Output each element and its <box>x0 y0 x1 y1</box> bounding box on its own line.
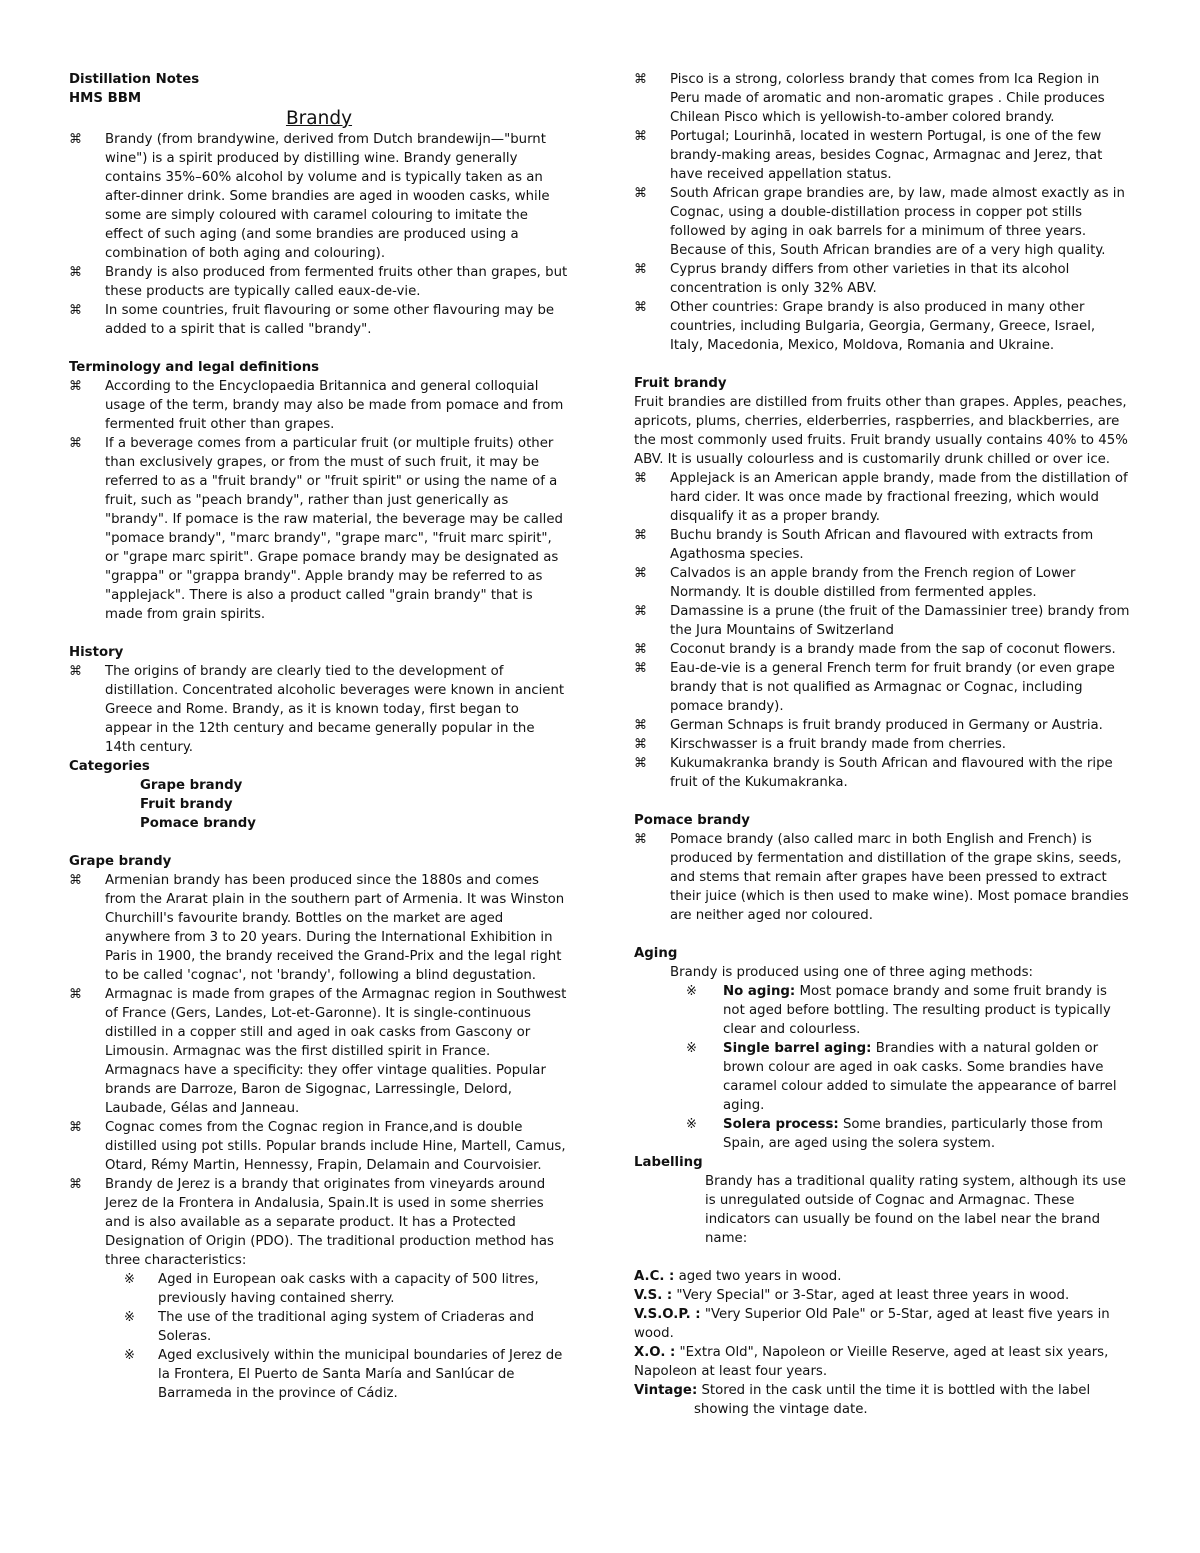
aging-method: ※ Solera process: Some brandies, particularly those from Spain, are aged using the solera system. <box>686 1117 1103 1151</box>
aging-method: ※ Single barrel aging: Brandies with a natural golden or brown colour are aged in oak casks. Some brandies have caramel colour added to simulate the appearance of barrel aging. <box>686 1041 1117 1113</box>
category-item: Pomace brandy <box>140 816 256 831</box>
command-bullet-icon: ⌘ <box>634 661 647 676</box>
grade-line: A.C. : aged two years in wood. <box>634 1269 842 1284</box>
grape-bullet: ⌘ Cyprus brandy differs from other varieties in that its alcohol concentration is only 32% ABV. <box>634 262 1070 296</box>
fruit-bullet: ⌘ Calvados is an apple brandy from the French region of Lower Normandy. It is double distilled from fermented apples. <box>634 566 1076 600</box>
doc-header-line1: Distillation Notes <box>69 72 200 87</box>
command-bullet-icon: ⌘ <box>634 718 647 733</box>
command-bullet-icon: ⌘ <box>69 987 82 1002</box>
grade-line: V.S. : "Very Special" or 3-Star, aged at least three years in wood. <box>634 1288 1070 1303</box>
grape-bullet: ⌘ South African grape brandies are, by law, made almost exactly as in Cognac, using a double-distillation process in copper pot stills followed by aging in oak barrels for a minimum of three years. Because of this, South African brandies are of a very high quality. <box>634 186 1125 258</box>
section-heading-fruit: Fruit brandy <box>634 376 727 391</box>
command-bullet-icon: ⌘ <box>634 262 647 277</box>
reference-mark-icon: ※ <box>124 1272 135 1287</box>
section-heading-history: History <box>69 645 124 660</box>
command-bullet-icon: ⌘ <box>634 566 647 581</box>
aging-method: ※ No aging: Most pomace brandy and some fruit brandy is not aged before bottling. The resulting product is typically clear and colourless. <box>686 984 1111 1037</box>
reference-mark-icon: ※ <box>686 1041 697 1056</box>
intro-bullet: ⌘ In some countries, fruit flavouring or some other flavouring may be added to a spirit that is called "brandy". <box>69 303 555 337</box>
command-bullet-icon: ⌘ <box>69 303 82 318</box>
section-heading-labelling: Labelling <box>634 1155 703 1170</box>
intro-bullet: ⌘ Brandy (from brandywine, derived from Dutch brandewijn—"burnt wine") is a spirit produced by distilling wine. Brandy generally contains 35%–60% alcohol by volume and is typically taken as an after-dinner drink. Some brandies are aged in wooden casks, while some are simply coloured with caramel colouring to imitate the effect of such aging (and some brandies are produced using a combination of both aging and colouring). <box>69 132 550 261</box>
terminology-bullet: ⌘ If a beverage comes from a particular fruit (or multiple fruits) other than exclusively grapes, or from the must of such fruit, it may be referred to as a "fruit brandy" or "fruit spirit" or using the name of a fruit, such as "peach brandy", rather than just generically as "brandy". If pomace is the raw material, the beverage may be called "pomace brandy", "marc brandy", "grape marc", "fruit marc spirit", or "grape marc spirit". Grape pomace brandy may be designated as "grappa" or "grappa brandy". Apple brandy may be referred to as "applejack". There is also a product called "grain brandy" that is made from grain spirits. <box>69 436 563 622</box>
grade-line: Vintage: Stored in the cask until the time it is bottled with the label showing the vintage date. <box>634 1383 1091 1417</box>
fruit-bullet: ⌘ Kirschwasser is a fruit brandy made from cherries. <box>634 737 1007 752</box>
fruit-bullet: ⌘ Buchu brandy is South African and flavoured with extracts from Agathosma species. <box>634 528 1094 562</box>
page-title: Brandy <box>285 108 353 129</box>
command-bullet-icon: ⌘ <box>69 436 82 451</box>
grape-bullet: ⌘ Brandy de Jerez is a brandy that originates from vineyards around Jerez de la Frontera in Andalusia, Spain.It is used in some sherries and is also available as a separate product. It has a Protected Designation of Origin (PDO). The traditional production method has three characteristics: <box>69 1177 554 1268</box>
command-bullet-icon: ⌘ <box>69 132 82 147</box>
section-heading-grape: Grape brandy <box>69 854 172 869</box>
category-item: Fruit brandy <box>140 797 233 812</box>
command-bullet-icon: ⌘ <box>634 737 647 752</box>
right-column <box>634 70 1130 1419</box>
section-heading-categories: Categories <box>69 759 150 774</box>
labelling-intro: Brandy has a traditional quality rating system, although its use is unregulated outside of Cognac and Armagnac. These indicators can usually be found on the label near the brand name: <box>705 1174 1126 1246</box>
command-bullet-icon: ⌘ <box>634 832 647 847</box>
fruit-bullet: ⌘ Eau-de-vie is a general French term for fruit brandy (or even grape brandy that is not qualified as Armagnac or Cognac, including pomace brandy). <box>634 661 1115 714</box>
category-item: Grape brandy <box>140 778 243 793</box>
section-heading-aging: Aging <box>634 946 678 961</box>
command-bullet-icon: ⌘ <box>69 1177 82 1192</box>
pomace-bullet: ⌘ Pomace brandy (also called marc in both English and French) is produced by fermentation and distillation of the grape skins, seeds, and stems that remain after grapes have been pressed to extract their juice (which is then used to make wine). Most pomace brandies are neither aged nor coloured. <box>634 832 1129 923</box>
command-bullet-icon: ⌘ <box>69 873 82 888</box>
command-bullet-icon: ⌘ <box>634 604 647 619</box>
fruit-intro: Fruit brandies are distilled from fruits other than grapes. Apples, peaches, apricots, plums, cherries, elderberries, raspberries, and blackberries, are the most commonly used fruits. Fruit brandy usually contains 40% to 45% ABV. It is usually colourless and is customarily drunk chilled or over ice. <box>634 395 1128 467</box>
command-bullet-icon: ⌘ <box>634 756 647 771</box>
grade-line: X.O. : "Extra Old", Napoleon or Vieille Reserve, aged at least six years, Napoleon at least four years. <box>634 1345 1109 1379</box>
grape-bullet: ⌘ Armenian brandy has been produced since the 1880s and comes from the Ararat plain in the southern part of Armenia. It was Winston Churchill's favourite brandy. Bottles on the market are aged anywhere from 3 to 20 years. During the International Exhibition in Paris in 1900, the brandy received the Grand-Prix and the legal right to be called 'cognac', not 'brandy', following a blind degustation. <box>69 873 565 983</box>
command-bullet-icon: ⌘ <box>634 471 647 486</box>
grape-bullet: ⌘ Pisco is a strong, colorless brandy that comes from Ica Region in Peru made of aromatic and non-aromatic grapes . Chile produces Chilean Pisco which is yellowish-to-amber colored brandy. <box>634 72 1105 125</box>
reference-mark-icon: ※ <box>124 1310 135 1325</box>
command-bullet-icon: ⌘ <box>634 300 647 315</box>
history-bullet: ⌘ The origins of brandy are clearly tied to the development of distillation. Concentrated alcoholic beverages were known in ancient Greece and Rome. Brandy, as it is known today, first began to appear in the 12th century and became generally popular in the 14th century. <box>69 664 565 755</box>
grape-bullet: ⌘ Other countries: Grape brandy is also produced in many other countries, including Bulgaria, Georgia, Germany, Greece, Israel, Italy, Macedonia, Mexico, Moldova, Romania and Ukraine. <box>634 300 1096 353</box>
jerez-sub-bullet: ※ The use of the traditional aging system of Criaderas and Soleras. <box>124 1310 535 1344</box>
command-bullet-icon: ⌘ <box>634 528 647 543</box>
aging-intro: Brandy is produced using one of three aging methods: <box>670 965 1034 980</box>
command-bullet-icon: ⌘ <box>69 379 82 394</box>
reference-mark-icon: ※ <box>686 984 697 999</box>
command-bullet-icon: ⌘ <box>69 265 82 280</box>
terminology-bullet: ⌘ According to the Encyclopaedia Britannica and general colloquial usage of the term, brandy may also be made from pomace and from fermented fruit other than grapes. <box>69 379 564 432</box>
command-bullet-icon: ⌘ <box>69 664 82 679</box>
command-bullet-icon: ⌘ <box>634 129 647 144</box>
reference-mark-icon: ※ <box>124 1348 135 1363</box>
grape-bullet: ⌘ Armagnac is made from grapes of the Armagnac region in Southwest of France (Gers, Landes, Lot-et-Garonne). It is single-continuous distilled in a copper still and aged in oak casks from Gascony or Limousin. Armagnac was the first distilled spirit in France. Armagnacs have a specificity: they offer vintage qualities. Popular brands are Darroze, Baron de Sigognac, Larressingle, Delord, Laubade, Gélas and Janneau. <box>69 987 567 1116</box>
jerez-sub-bullet: ※ Aged exclusively within the municipal boundaries of Jerez de la Frontera, El Puerto de Santa María and Sanlúcar de Barrameda in the province of Cádiz. <box>124 1348 563 1401</box>
doc-header-line2: HMS BBM <box>69 91 142 106</box>
fruit-bullet: ⌘ German Schnaps is fruit brandy produced in Germany or Austria. <box>634 718 1103 733</box>
fruit-bullet: ⌘ Kukumakranka brandy is South African and flavoured with the ripe fruit of the Kukumakranka. <box>634 756 1113 790</box>
grape-bullet: ⌘ Cognac comes from the Cognac region in France,and is double distilled using pot stills. Popular brands include Hine, Martell, Camus, Otard, Rémy Martin, Hennessy, Frapin, Delamain and Courvoisier. <box>69 1120 566 1173</box>
grade-line: V.S.O.P. : "Very Superior Old Pale" or 5-Star, aged at least five years in wood. <box>634 1307 1110 1341</box>
left-column <box>69 70 569 1403</box>
section-heading-pomace: Pomace brandy <box>634 813 750 828</box>
grape-bullet: ⌘ Portugal; Lourinhã, located in western Portugal, is one of the few brandy-making areas, besides Cognac, Armagnac and Jerez, that have received appellation status. <box>634 129 1103 182</box>
command-bullet-icon: ⌘ <box>69 1120 82 1135</box>
command-bullet-icon: ⌘ <box>634 642 647 657</box>
command-bullet-icon: ⌘ <box>634 72 647 87</box>
section-heading-terminology: Terminology and legal definitions <box>69 360 320 375</box>
reference-mark-icon: ※ <box>686 1117 697 1132</box>
fruit-bullet: ⌘ Damassine is a prune (the fruit of the Damassinier tree) brandy from the Jura Mountains of Switzerland <box>634 604 1130 638</box>
intro-bullet: ⌘ Brandy is also produced from fermented fruits other than grapes, but these products are typically called eaux-de-vie. <box>69 265 568 299</box>
fruit-bullet: ⌘ Applejack is an American apple brandy, made from the distillation of hard cider. It was once made by fractional freezing, which would disqualify it as a proper brandy. <box>634 471 1128 524</box>
fruit-bullet: ⌘ Coconut brandy is a brandy made from the sap of coconut flowers. <box>634 642 1116 657</box>
command-bullet-icon: ⌘ <box>634 186 647 201</box>
jerez-sub-bullet: ※ Aged in European oak casks with a capacity of 500 litres, previously having contained sherry. <box>124 1272 539 1306</box>
